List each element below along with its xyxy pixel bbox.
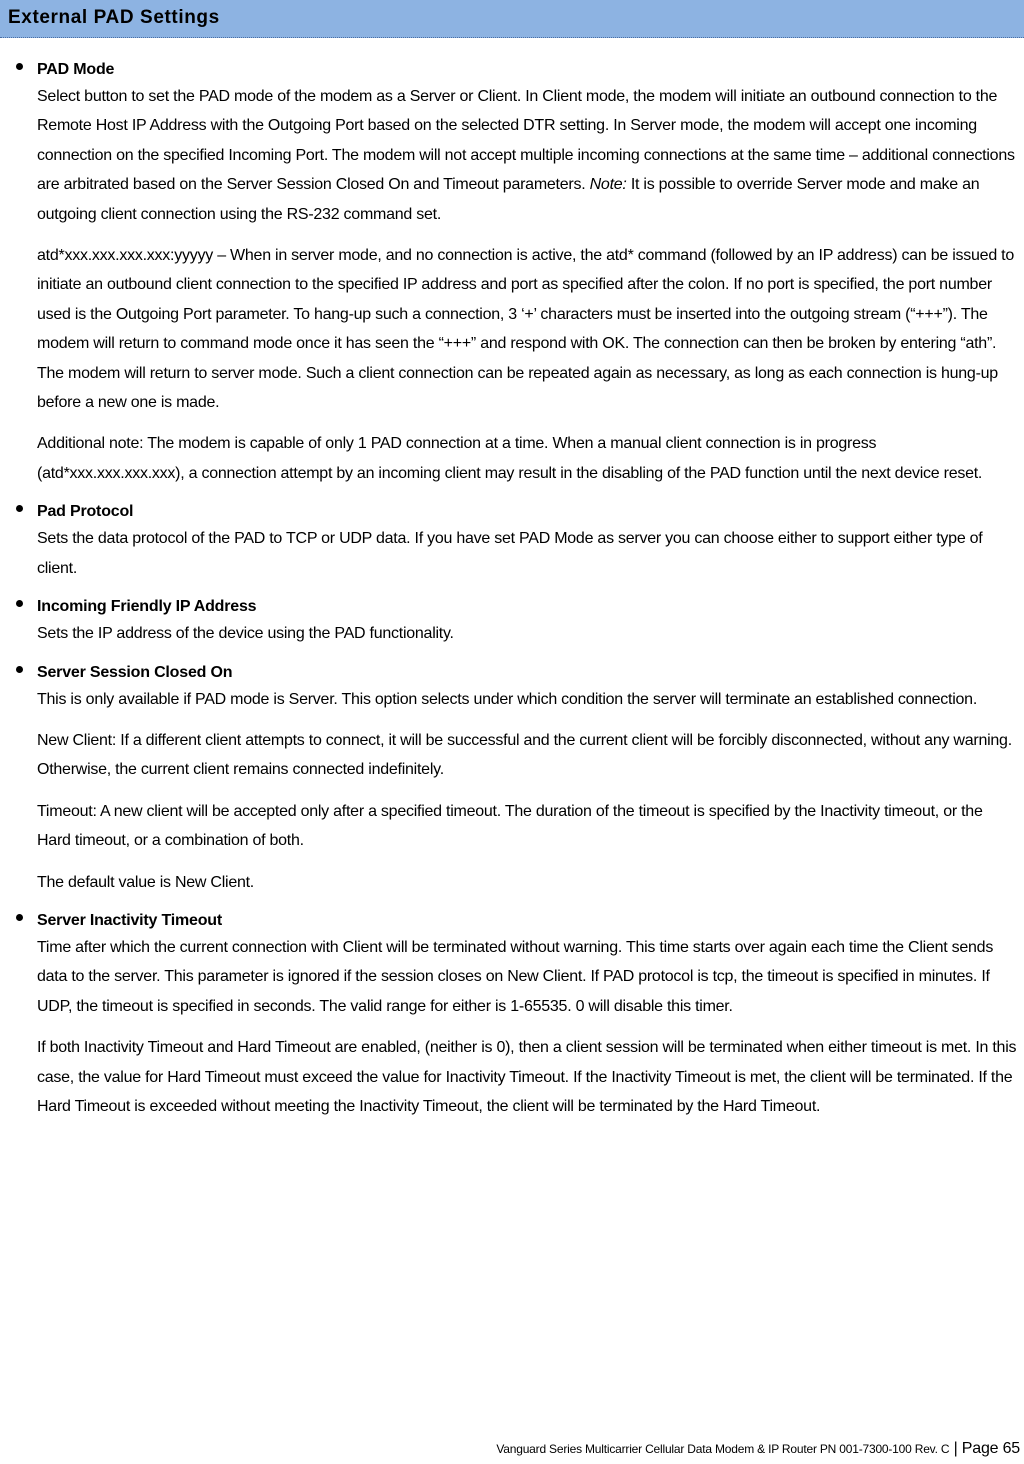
item-title: Server Session Closed On — [37, 663, 233, 681]
bullet-icon — [16, 63, 23, 70]
item-paragraph: Additional note: The modem is capable of only 1 PAD connection at a time. When a manual client connection is in progress (atd*xxx.xxx.xxx.xxx), a connection attempt by an incoming client may result in the disabling of the PAD function until the next device reset. — [37, 435, 983, 482]
list-item-server-inactivity-timeout — [0, 909, 1024, 1121]
bullet-icon — [16, 600, 23, 607]
item-title: Incoming Friendly IP Address — [37, 598, 257, 616]
list-item-pad-mode — [0, 58, 1024, 488]
section-header — [0, 0, 1024, 38]
bullet-icon — [16, 666, 23, 673]
item-description: Time after which the current connection with Client will be terminated without warning. This time starts over again each time the Client sends data to the server. This parameter is ignored if the session closes on New Client. If PAD protocol is tcp, the timeout is specified in minutes. If UDP, the timeout is specified in seconds. The valid range for either is 1-65535. 0 will disable this timer. — [37, 938, 994, 1015]
item-title: Server Inactivity Timeout — [37, 911, 223, 929]
bullet-icon — [16, 914, 23, 921]
item-description: This is only available if PAD mode is Server. This option selects under which condition the server will terminate an established connection. — [37, 690, 978, 708]
page-number: Page 65 — [961, 1440, 1020, 1457]
page-footer — [496, 1440, 1020, 1458]
item-title: Pad Protocol — [37, 503, 134, 521]
item-description: Sets the IP address of the device using the PAD functionality. — [37, 625, 454, 643]
section-title: External PAD Settings — [8, 7, 220, 28]
note-label: Note: — [589, 176, 627, 194]
item-paragraph: atd*xxx.xxx.xxx.xxx:yyyyy – When in server mode, and no connection is active, the atd* command (followed by an IP address) can be issued to initiate an outbound client connection to the specified IP address and port as specified after the colon. If no port is specified, the port number used is the Outgoing Port parameter. To hang-up such a connection, 3 ‘+’ characters must be inserted into the outgoing stream (“+++”). The modem will return to command mode once it has seen the “+++” and respond with OK. The connection can then be broken by entering “ath”. The modem will return to server mode. Such a client connection can be repeated again as necessary, as long as each connection is hung-up before a new one is made. — [37, 247, 1014, 412]
list-item-incoming-friendly-ip — [0, 595, 1024, 648]
list-item-server-session-closed-on — [0, 661, 1024, 897]
item-paragraph: If both Inactivity Timeout and Hard Timeout are enabled, (neither is 0), then a client session will be terminated when either timeout is met. In this case, the value for Hard Timeout must exceed the value for Inactivity Timeout. If the Inactivity Timeout is met, the client will be terminated. If the Hard Timeout is exceeded without meeting the Inactivity Timeout, the client will be terminated by the Hard Timeout. — [37, 1039, 1017, 1115]
item-paragraph: The default value is New Client. — [37, 873, 254, 891]
item-description: Sets the data protocol of the PAD to TCP or UDP data. If you have set PAD Mode as server you can choose either to support either type of client. — [37, 530, 983, 577]
item-title: PAD Mode — [37, 61, 115, 78]
document-body — [0, 58, 1024, 1133]
footer-doc-title: Vanguard Series Multicarrier Cellular Data Modem & IP Router PN 001-7300-100 Rev. C — [496, 1442, 950, 1456]
item-paragraph: New Client: If a different client attempts to connect, it will be successful and the current client will be forcibly disconnected, without any warning. Otherwise, the current client remains connected indefinitely. — [37, 731, 1012, 779]
bullet-icon — [16, 505, 23, 512]
footer-separator: | — [949, 1440, 962, 1457]
item-paragraph: Timeout: A new client will be accepted only after a specified timeout. The duration of the timeout is specified by the Inactivity timeout, or the Hard timeout, or a combination of both. — [37, 802, 983, 850]
item-description: Select button to set the PAD mode of the modem as a Server or Client. In Client mode, the modem will initiate an outbound connection to the Remote Host IP Address with the Outgoing Port based on the selected DTR setting. In Server mode, the modem will accept one incoming connection on the specified Incoming Port. The modem will not accept multiple incoming connections at the same time – additional connections are arbitrated based on the Server Session Closed On and Timeout parameters. Note: It is possible to override Server mode and make an outgoing client connection using the RS-232 command set. — [37, 88, 1015, 223]
list-item-pad-protocol — [0, 500, 1024, 583]
